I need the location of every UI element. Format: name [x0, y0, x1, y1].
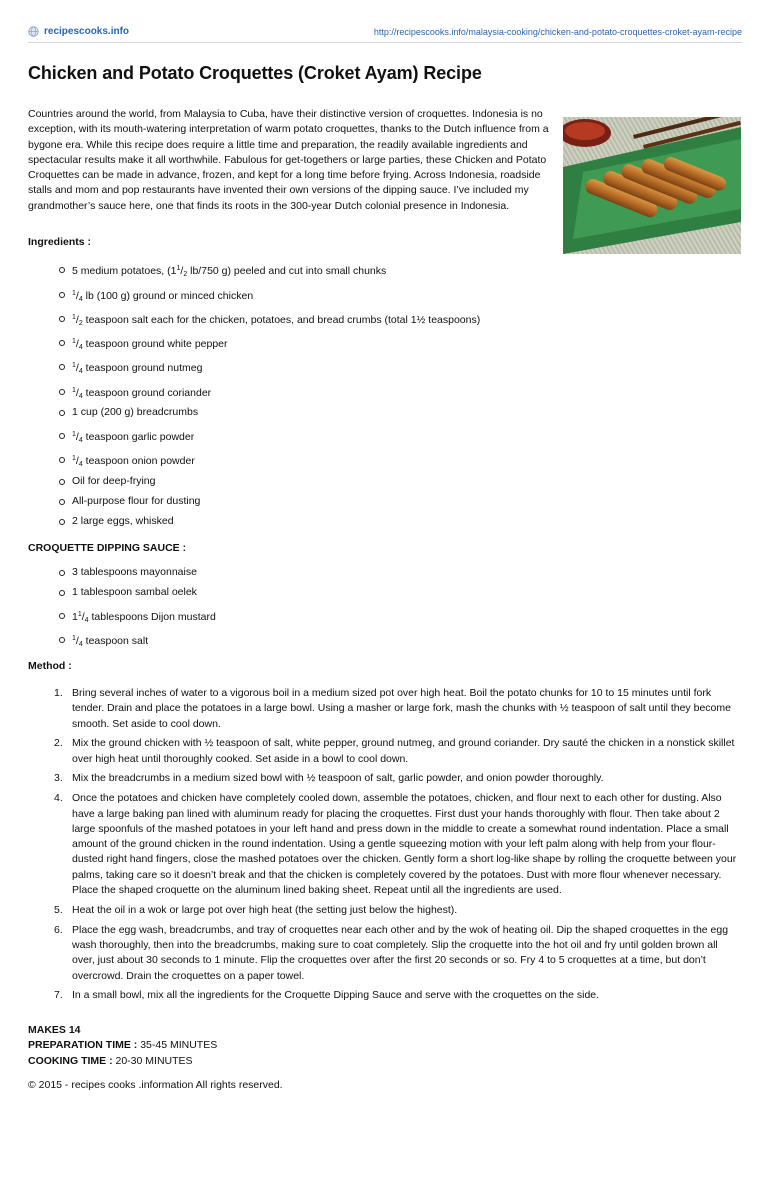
item-text: All-purpose flour for dusting	[72, 495, 201, 507]
fraction-denominator: 4	[78, 344, 83, 351]
fraction-numerator: 1	[72, 431, 76, 438]
step-text: Bring several inches of water to a vigorous boil in a medium sized pot over high heat. Boil the potato chunks for 10 to 15 minutes until fork tender. Drain and place the potatoes in a large bowl. Using a masher or large fork, mash the chunks with ½ teaspoon of salt until they become smooth. Set aside to cool down.	[72, 687, 731, 730]
intro-paragraph: Countries around the world, from Malaysia to Cuba, have their distinctive version of croquettes. Indonesia is no exception, with its mouth-watering interpretation of warm potato croquettes, thanks to the Dutch influence from a bygone era. While this recipe does require a little time and preparation, the readily available ingredients and spectacular results make it all worthwhile. Fabulous for get-togethers or large parties, these Chicken and Potato Croquettes can be made in advance, frozen, and kept for a long time before frying. Across Indonesia, roadside stalls and mom and pop restaurants have invented their own versions of the dipping sauce. I’ve included my grandmother’s sauce here, one that finds its roots in the 300-year Dutch colonial presence in Indonesia.	[28, 108, 549, 212]
item-text: 5 medium potatoes, (1	[72, 265, 177, 277]
step-text: In a small bowl, mix all the ingredients for the Croquette Dipping Sauce and serve with the croquettes on the side.	[72, 989, 600, 1002]
item-text: 1	[72, 611, 78, 623]
fraction-denominator: 4	[78, 437, 83, 444]
fraction-denominator: 2	[78, 320, 83, 327]
fraction-slash: /	[81, 611, 85, 623]
copyright-text: © 2015 - recipes cooks .information All rights reserved.	[28, 1079, 283, 1091]
list-item	[57, 585, 197, 599]
list-item	[57, 405, 198, 419]
item-text-rest: teaspoon ground coriander	[82, 387, 212, 399]
ingredients-heading: Ingredients :	[28, 236, 92, 248]
fraction-denominator: 4	[78, 641, 83, 648]
fraction-numerator: 1	[72, 338, 76, 345]
fraction-numerator: 1	[72, 290, 76, 297]
fraction-numerator: 1	[72, 314, 76, 321]
prep-time-label: PREPARATION TIME :	[28, 1039, 138, 1052]
fraction-numerator: 1	[176, 265, 181, 272]
sauce-heading: CROQUETTE DIPPING SAUCE :	[28, 542, 187, 554]
list-item	[57, 474, 155, 488]
item-text: Oil for deep-frying	[72, 475, 156, 487]
step-number: 4.	[54, 792, 63, 805]
site-header	[28, 26, 742, 43]
fraction-denominator: 4	[78, 296, 83, 303]
item-text-rest: teaspoon ground nutmeg	[82, 362, 203, 374]
bullet-icon	[59, 637, 65, 643]
item-text: 3 tablespoons mayonnaise	[72, 566, 197, 578]
list-item	[57, 311, 480, 331]
croquettes-photo	[563, 117, 741, 254]
fraction-slash: /	[75, 455, 79, 467]
item-text-rest: teaspoon salt each for the chicken, potatoes, and bread crumbs (total 1½ teaspoons)	[82, 314, 481, 326]
step-text: Place the egg wash, breadcrumbs, and tray of croquettes near each other and by the wok of heating oil. Dip the shaped croquettes in the egg wash thoroughly, then into the breadcrumbs, making sure to coat completely. Slip the croquette into the hot oil and fry until golden brown all over, just about 30 seconds to 1 minute. Flip the croquettes over after the first 20 seconds or so. Fry 4 to 5 croquettes at a time, but don’t overcrowd. Drain the croquettes on a paper towel.	[72, 923, 729, 982]
bullet-icon	[59, 433, 65, 439]
bullet-icon	[59, 364, 65, 370]
step-text: Heat the oil in a wok or large pot over high heat (the setting just below the highest).	[72, 903, 458, 916]
method-step	[54, 736, 742, 767]
step-text: Once the potatoes and chicken have completely cooled down, assemble the potatoes, chicken, and flour next to each other for dusting. Also have a large baking pan lined with aluminum ready for placing the croquettes. First dust your hands thoroughly with flour. Then take about 2 large spoonfuls of the mashed potatoes in your left hand and press down in the middle to create a somewhat round indentation. Place a small amount of the ground chicken in the round indentation. Using a gentle squeezing motion with your left palm along with help from your flour-dusted right hand fingers, close the mashed potatoes over the chicken. Gently form a short log-like shape by rolling the croquette between your palms, taking care so it doesn’t break and that the chicken is completely covered by the potatoes. Dust with more flour whenever necessary. Place the shaped croquette on the aluminum lined baking sheet. Repeat until all the ingredients are used.	[72, 792, 737, 897]
fraction-denominator: 2	[183, 271, 188, 278]
fraction-slash: /	[75, 635, 79, 647]
fraction-slash: /	[75, 290, 79, 302]
item-text: 2 large eggs, whisked	[72, 515, 174, 527]
fraction-numerator: 1	[72, 362, 76, 369]
bullet-icon	[59, 267, 65, 273]
list-item	[57, 262, 386, 282]
item-text: 1 cup (200 g) breadcrumbs	[72, 406, 199, 418]
step-number: 3.	[54, 772, 63, 785]
fraction-denominator: 4	[78, 393, 83, 400]
list-item	[57, 359, 202, 379]
method-step	[54, 791, 742, 898]
fraction-denominator: 4	[84, 617, 89, 624]
item-text-rest: teaspoon salt	[82, 635, 149, 647]
item-text: 1 tablespoon sambal oelek	[72, 586, 197, 598]
bullet-icon	[59, 590, 65, 596]
list-item	[57, 287, 253, 307]
item-text-rest: lb/750 g) peeled and cut into small chunks	[187, 265, 387, 277]
globe-icon	[28, 26, 39, 37]
bullet-icon	[59, 340, 65, 346]
page-title: Chicken and Potato Croquettes (Croket Ayam) Recipe	[28, 63, 482, 83]
list-item	[57, 632, 148, 652]
method-step	[54, 923, 742, 984]
step-text: Mix the breadcrumbs in a medium sized bowl with ½ teaspoon of salt, garlic powder, and onion powder thoroughly.	[72, 772, 604, 785]
fraction-denominator: 4	[78, 368, 83, 375]
site-name-link[interactable]: recipescooks.info	[44, 26, 130, 37]
list-item	[57, 335, 228, 355]
bullet-icon	[59, 316, 65, 322]
step-number: 1.	[54, 687, 63, 699]
site-brand[interactable]	[28, 26, 129, 37]
cook-time-value: 20-30 MINUTES	[112, 1054, 193, 1067]
fraction-slash: /	[75, 338, 79, 350]
method-step	[54, 686, 742, 732]
item-text-rest: teaspoon onion powder	[82, 455, 195, 467]
page-url-link[interactable]: http://recipescooks.info/malaysia-cooking/chicken-and-potato-croquettes-croket-ayam-recipe	[373, 27, 742, 37]
bullet-icon	[59, 410, 65, 416]
bullet-icon	[59, 292, 65, 298]
bullet-icon	[59, 519, 65, 525]
step-text: Mix the ground chicken with ½ teaspoon of salt, white pepper, ground nutmeg, and ground coriander. Dry sauté the chicken in a nonstick skillet over high heat until thoroughly cooked. Set aside in a bowl to cool down.	[72, 737, 735, 765]
fraction-slash: /	[180, 265, 184, 277]
method-list	[54, 686, 742, 1008]
list-item	[57, 494, 200, 508]
croquettes-image	[563, 117, 741, 254]
step-number: 5.	[54, 903, 63, 916]
fraction-slash: /	[75, 362, 79, 374]
method-step	[54, 771, 742, 786]
makes-label: MAKES 14	[28, 1024, 81, 1036]
list-item	[57, 565, 197, 579]
fraction-numerator: 1	[72, 455, 76, 462]
cook-time-label: COOKING TIME :	[28, 1054, 113, 1067]
recipe-facts	[28, 1023, 217, 1069]
method-heading: Method :	[28, 660, 72, 672]
list-item	[57, 428, 194, 448]
method-step	[54, 903, 742, 918]
fraction-numerator: 1	[72, 635, 76, 642]
prep-time-value: 35-45 MINUTES	[137, 1039, 218, 1052]
fraction-slash: /	[75, 431, 79, 443]
bullet-icon	[59, 613, 65, 619]
list-item	[57, 608, 216, 628]
item-text-rest: teaspoon garlic powder	[82, 431, 195, 443]
fraction-slash: /	[75, 387, 79, 399]
step-number: 2.	[54, 737, 63, 750]
fraction-numerator: 1	[77, 611, 82, 618]
bullet-icon	[59, 457, 65, 463]
method-step	[54, 988, 742, 1003]
list-item	[57, 514, 174, 528]
bullet-icon	[59, 389, 65, 395]
fraction-denominator: 4	[78, 461, 83, 468]
fraction-slash: /	[75, 314, 79, 326]
item-text-rest: lb (100 g) ground or minced chicken	[82, 290, 254, 302]
item-text-rest: tablespoons Dijon mustard	[88, 611, 216, 623]
bullet-icon	[59, 570, 65, 576]
list-item	[57, 452, 195, 472]
item-text-rest: teaspoon ground white pepper	[82, 338, 228, 350]
bullet-icon	[59, 499, 65, 505]
step-number: 7.	[54, 989, 63, 1002]
list-item	[57, 384, 211, 404]
bullet-icon	[59, 479, 65, 485]
step-number: 6.	[54, 923, 63, 936]
fraction-numerator: 1	[72, 387, 76, 394]
